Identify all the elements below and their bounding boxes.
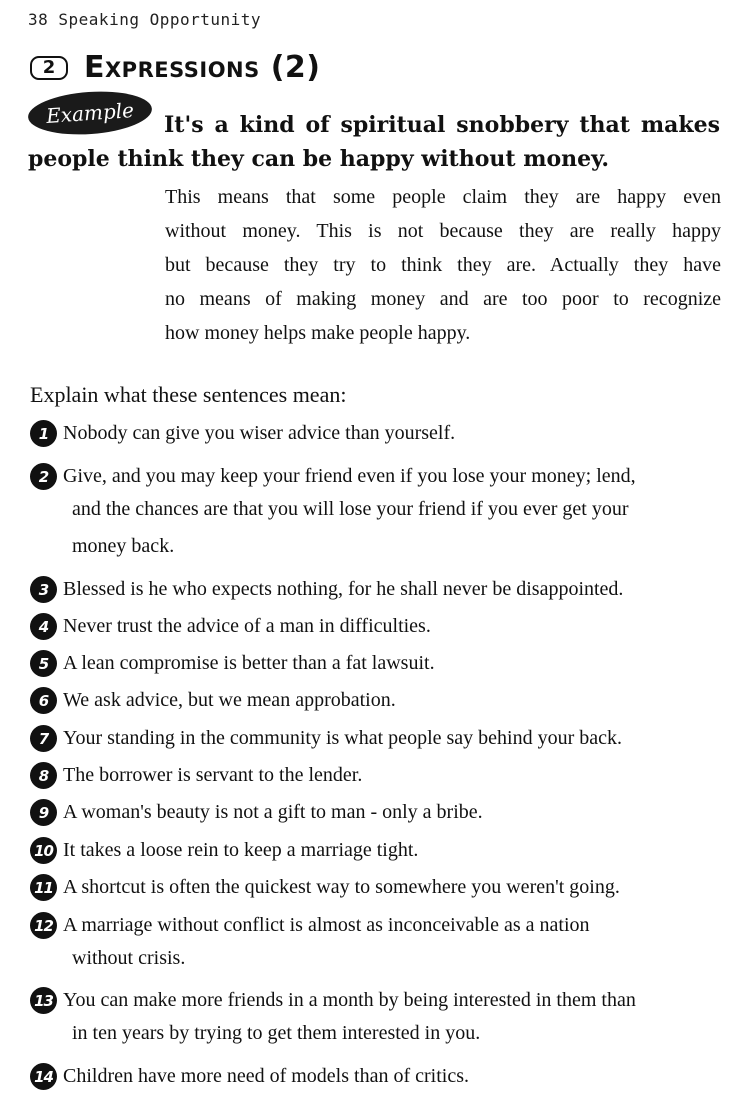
section-title: Expressions (2) [84, 50, 321, 85]
item-text: The borrower is servant to the lender. [63, 764, 363, 786]
instruction-heading: Explain what these sentences mean: [30, 382, 347, 407]
item-number-badge: 9 [30, 799, 57, 826]
item-number-badge: 14 [30, 1063, 57, 1090]
item-text-continuation: money back. [72, 535, 175, 557]
item-text: Blessed is he who expects nothing, for he shall never be disappointed. [63, 578, 624, 600]
item-text-continuation: in ten years by trying to get them interested in you. [72, 1022, 481, 1044]
list-item [30, 874, 620, 901]
list-item [30, 687, 396, 714]
item-number-badge: 8 [30, 762, 57, 789]
explanation-line: no means of making money and are too poor to recognize [165, 288, 721, 310]
item-text: A woman's beauty is not a gift to man - only a bribe. [63, 801, 483, 823]
list-item [30, 1063, 469, 1090]
list-item [30, 420, 455, 447]
list-item [30, 725, 622, 752]
list-item [30, 650, 435, 677]
running-head: 38 Speaking Opportunity [28, 10, 262, 29]
example-explanation [165, 180, 721, 350]
list-item [30, 762, 362, 789]
item-text: Your standing in the community is what people say behind your back. [63, 727, 623, 749]
item-text: A shortcut is often the quickest way to somewhere you weren't going. [63, 876, 620, 898]
item-text: It takes a loose rein to keep a marriage tight. [63, 839, 419, 861]
item-text: Never trust the advice of a man in difficulties. [63, 615, 431, 637]
section-number-badge: 2 [30, 56, 68, 80]
item-text: A lean compromise is better than a fat lawsuit. [63, 652, 435, 674]
item-text: Children have more need of models than of critics. [63, 1065, 469, 1087]
list-item [30, 987, 636, 1052]
list-item [30, 837, 418, 864]
explanation-line: but because they try to think they are. Actually they have [165, 254, 721, 276]
list-item [30, 613, 431, 640]
example-sentence-line-1: It's a kind of spiritual snobbery that makes [164, 112, 720, 138]
item-text: Nobody can give you wiser advice than yourself. [63, 422, 456, 444]
list-item [30, 799, 483, 826]
item-text: You can make more friends in a month by being interested in them than [63, 989, 636, 1011]
example-badge [27, 88, 154, 139]
example-sentence-line-2: people think they can be happy without money. [28, 146, 610, 172]
list-item [30, 463, 636, 564]
item-number-badge: 7 [30, 725, 57, 752]
item-number-badge: 2 [30, 463, 57, 490]
item-text-continuation: without crisis. [72, 947, 186, 969]
explanation-line: This means that some people claim they are happy even [165, 186, 721, 208]
item-number-badge: 3 [30, 576, 57, 603]
item-text: Give, and you may keep your friend even if you lose your money; lend, [63, 465, 636, 487]
list-item [30, 576, 623, 603]
list-item [30, 912, 590, 977]
item-number-badge: 12 [30, 912, 57, 939]
item-number-badge: 5 [30, 650, 57, 677]
item-text: We ask advice, but we mean approbation. [63, 689, 396, 711]
item-number-badge: 10 [30, 837, 57, 864]
item-number-badge: 4 [30, 613, 57, 640]
item-number-badge: 1 [30, 420, 57, 447]
item-text: A marriage without conflict is almost as inconceivable as a nation [63, 914, 590, 936]
item-number-badge: 6 [30, 687, 57, 714]
item-number-badge: 13 [30, 987, 57, 1014]
item-number-badge: 11 [30, 874, 57, 901]
item-text-continuation: and the chances are that you will lose your friend if you ever get your [72, 498, 629, 520]
example-badge-label: Example [45, 97, 135, 129]
explanation-line: how money helps make people happy. [165, 322, 471, 344]
section-heading [30, 50, 321, 85]
explanation-line: without money. This is not because they are really happy [165, 220, 721, 242]
